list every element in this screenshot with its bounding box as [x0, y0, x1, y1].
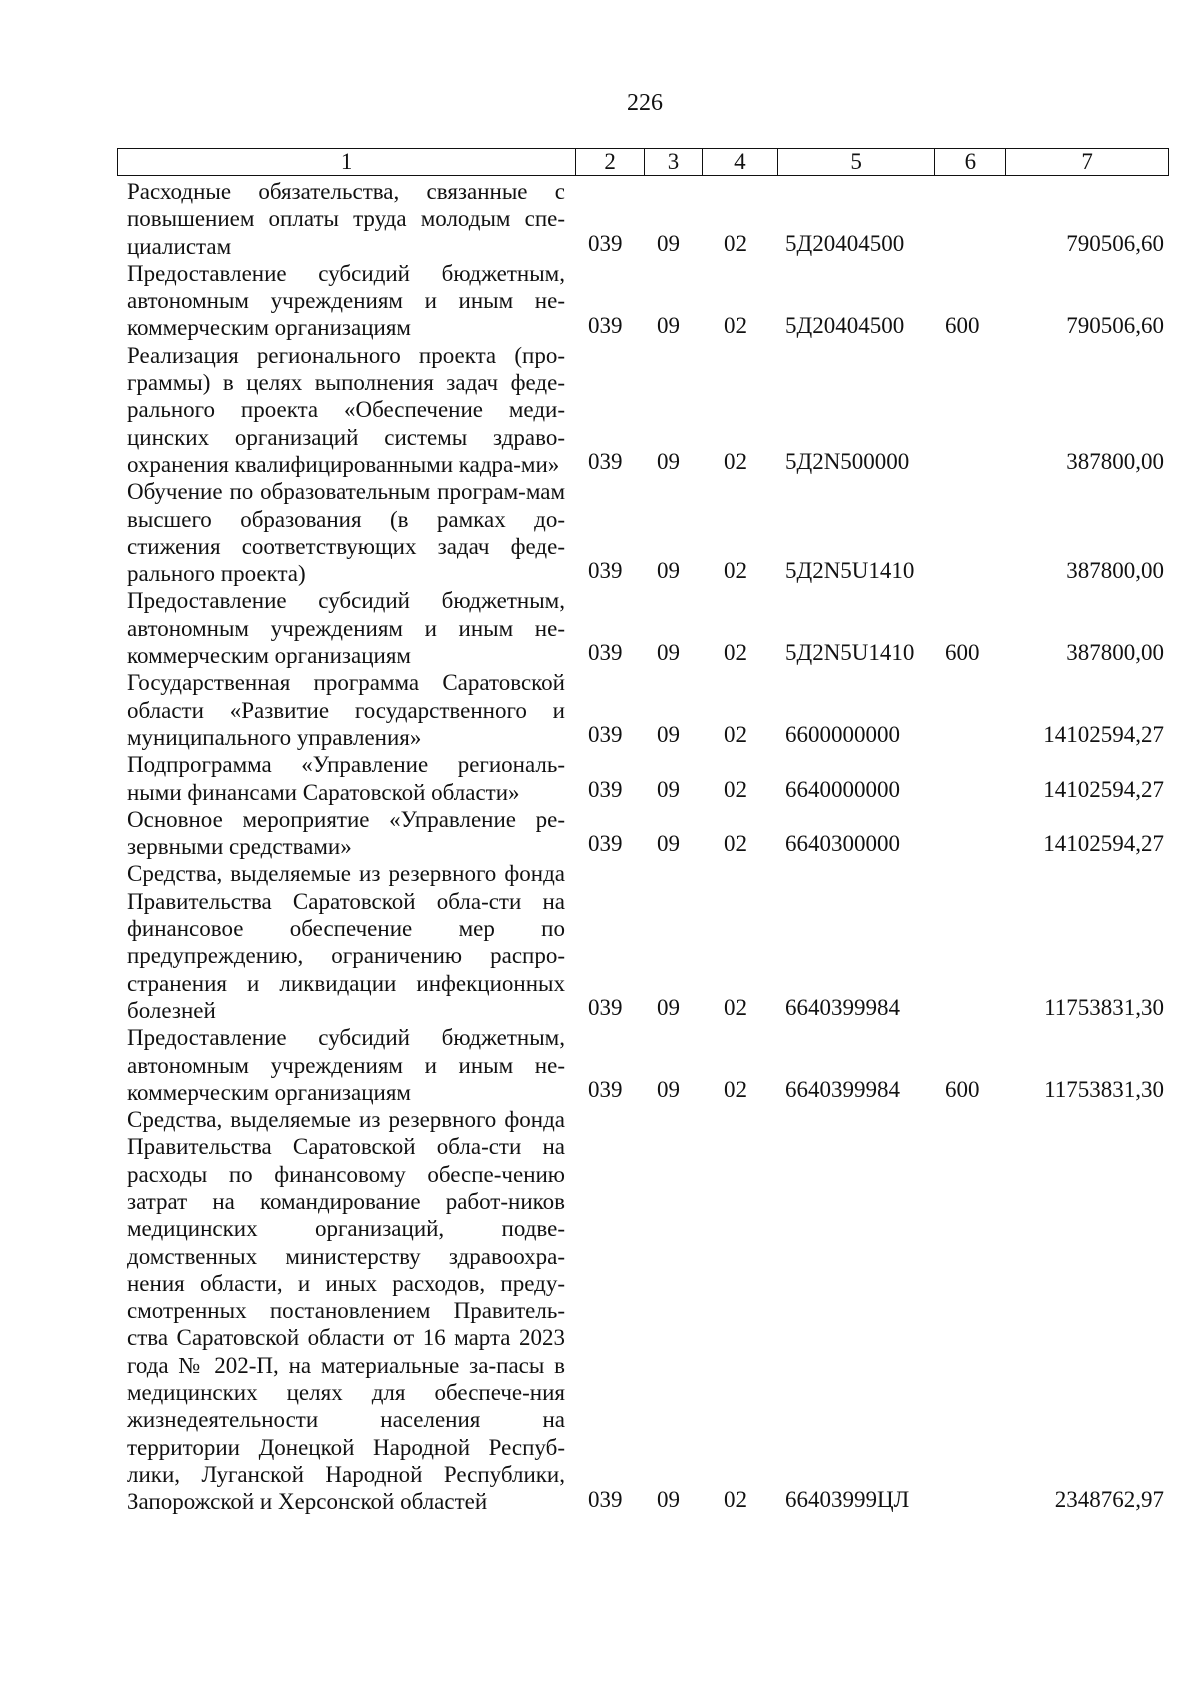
- cell-subsection: 02: [724, 1486, 747, 1512]
- cell-subsection: 02: [724, 230, 747, 256]
- cell-amount: 790506,60: [1066, 312, 1164, 338]
- cell-ministry: 039: [588, 449, 623, 475]
- cell-target-item: 6600000000: [785, 722, 900, 748]
- column-header-6: 6: [935, 149, 1006, 175]
- table-row: [0, 669, 1200, 751]
- cell-ministry: 039: [588, 776, 623, 802]
- cell-ministry: 039: [588, 995, 623, 1021]
- cell-section: 09: [657, 831, 680, 857]
- table-row: [0, 751, 1200, 806]
- table-row: [0, 478, 1200, 587]
- cell-target-item: 5Д2N5U1410: [785, 558, 915, 584]
- cell-target-item: 5Д2N500000: [785, 449, 910, 475]
- cell-amount: 790506,60: [1066, 230, 1164, 256]
- cell-target-item: 5Д2N5U1410: [785, 640, 915, 666]
- cell-target-item: 6640300000: [785, 831, 900, 857]
- table-row: [0, 178, 1200, 260]
- cell-ministry: 039: [588, 640, 623, 666]
- cell-ministry: 039: [588, 722, 623, 748]
- table-row: [0, 260, 1200, 342]
- cell-amount: 11753831,30: [1044, 1077, 1164, 1103]
- cell-amount: 387800,00: [1066, 640, 1164, 666]
- cell-target-item: 5Д20404500: [785, 312, 905, 338]
- cell-amount: 14102594,27: [1043, 722, 1164, 748]
- cell-target-item: 66403999ЦЛ: [785, 1486, 910, 1512]
- page-number: 226: [627, 90, 663, 116]
- column-header-1: 1: [118, 149, 576, 175]
- cell-section: 09: [657, 722, 680, 748]
- column-header-3: 3: [645, 149, 703, 175]
- table-row: [0, 342, 1200, 478]
- cell-amount: 387800,00: [1066, 558, 1164, 584]
- cell-ministry: 039: [588, 1486, 623, 1512]
- cell-subsection: 02: [724, 1077, 747, 1103]
- row-description: Предоставление субсидий бюджетным, автономным учреждениям и иным не-коммерческим организациям: [127, 260, 565, 341]
- cell-section: 09: [657, 640, 680, 666]
- cell-expense-type: 600: [945, 1077, 980, 1103]
- cell-target-item: 6640399984: [785, 1077, 900, 1103]
- table-body: [0, 178, 1200, 1516]
- row-description: Реализация регионального проекта (про-граммы) в целях выполнения задач феде-рального проекта «Обеспечение меди-цинских организаций системы здраво-охранения квалифицированными кадра-ми»: [127, 342, 565, 477]
- cell-amount: 14102594,27: [1043, 831, 1164, 857]
- column-header-7: 7: [1081, 149, 1093, 174]
- cell-ministry: 039: [588, 1077, 623, 1103]
- cell-target-item: 5Д20404500: [785, 230, 905, 256]
- column-header-5: 5: [778, 149, 936, 175]
- cell-subsection: 02: [724, 776, 747, 802]
- row-description: Средства, выделяемые из резервного фонда Правительства Саратовской обла-сти на расходы по финансовому обеспе-чению затрат на командирование работ-ников медицинских организаций, подве-домственных министерству здравоохра-нения области, и иных расходов, преду-смотренных постановлением Правитель-ства Саратовской области от 16 марта 2023 года № 202-П, на материальные за-пасы в медицинских целях для обеспече-ния жизнедеятельности населения на территории Донецкой Народной Респуб-лики, Луганской Народной Республики, Запорожской и Херсонской областей: [127, 1107, 565, 1515]
- cell-section: 09: [657, 1486, 680, 1512]
- cell-target-item: 6640399984: [785, 995, 900, 1021]
- cell-amount: 11753831,30: [1044, 995, 1164, 1021]
- table-row: [0, 1106, 1200, 1515]
- table-row: [0, 587, 1200, 669]
- cell-section: 09: [657, 449, 680, 475]
- row-description: Государственная программа Саратовской области «Развитие государственного и муниципального управления»: [127, 670, 565, 750]
- row-description: Средства, выделяемые из резервного фонда Правительства Саратовской обла-сти на финансовое обеспечение мер по предупреждению, ограничению распро-странения и ликвидации инфекционных болезней: [127, 861, 565, 1023]
- cell-subsection: 02: [724, 831, 747, 857]
- cell-target-item: 6640000000: [785, 776, 900, 802]
- cell-section: 09: [657, 230, 680, 256]
- cell-section: 09: [657, 1077, 680, 1103]
- cell-ministry: 039: [588, 831, 623, 857]
- cell-expense-type: 600: [945, 312, 980, 338]
- cell-ministry: 039: [588, 312, 623, 338]
- cell-amount: 14102594,27: [1043, 776, 1164, 802]
- row-description: Расходные обязательства, связанные с повышением оплаты труда молодым спе-циалистам: [127, 179, 565, 259]
- cell-subsection: 02: [724, 640, 747, 666]
- cell-subsection: 02: [724, 558, 747, 584]
- cell-subsection: 02: [724, 449, 747, 475]
- cell-section: 09: [657, 558, 680, 584]
- row-description: Основное мероприятие «Управление ре-зервными средствами»: [127, 806, 565, 860]
- cell-subsection: 02: [724, 722, 747, 748]
- row-description: Обучение по образовательным програм-мам высшего образования (в рамках до-стижения соответствующих задач феде-рального проекта): [127, 479, 565, 587]
- cell-subsection: 02: [724, 995, 747, 1021]
- row-description: Подпрограмма «Управление региональ-ными финансами Саратовской области»: [127, 752, 565, 805]
- cell-section: 09: [657, 995, 680, 1021]
- table-header: [117, 148, 1169, 176]
- column-header-2: 2: [576, 149, 645, 175]
- cell-subsection: 02: [724, 312, 747, 338]
- cell-ministry: 039: [588, 230, 623, 256]
- row-description: Предоставление субсидий бюджетным, автономным учреждениям и иным не-коммерческим организациям: [127, 1025, 565, 1105]
- cell-amount: 387800,00: [1066, 449, 1164, 475]
- cell-section: 09: [657, 312, 680, 338]
- cell-expense-type: 600: [945, 640, 980, 666]
- cell-ministry: 039: [588, 558, 623, 584]
- table-row: [0, 860, 1200, 1024]
- table-row: [0, 1024, 1200, 1106]
- row-description: Предоставление субсидий бюджетным, автономным учреждениям и иным не-коммерческим организациям: [127, 588, 565, 669]
- table-row: [0, 806, 1200, 861]
- column-header-4: 4: [703, 149, 778, 175]
- cell-amount: 2348762,97: [1054, 1486, 1164, 1512]
- cell-section: 09: [657, 776, 680, 802]
